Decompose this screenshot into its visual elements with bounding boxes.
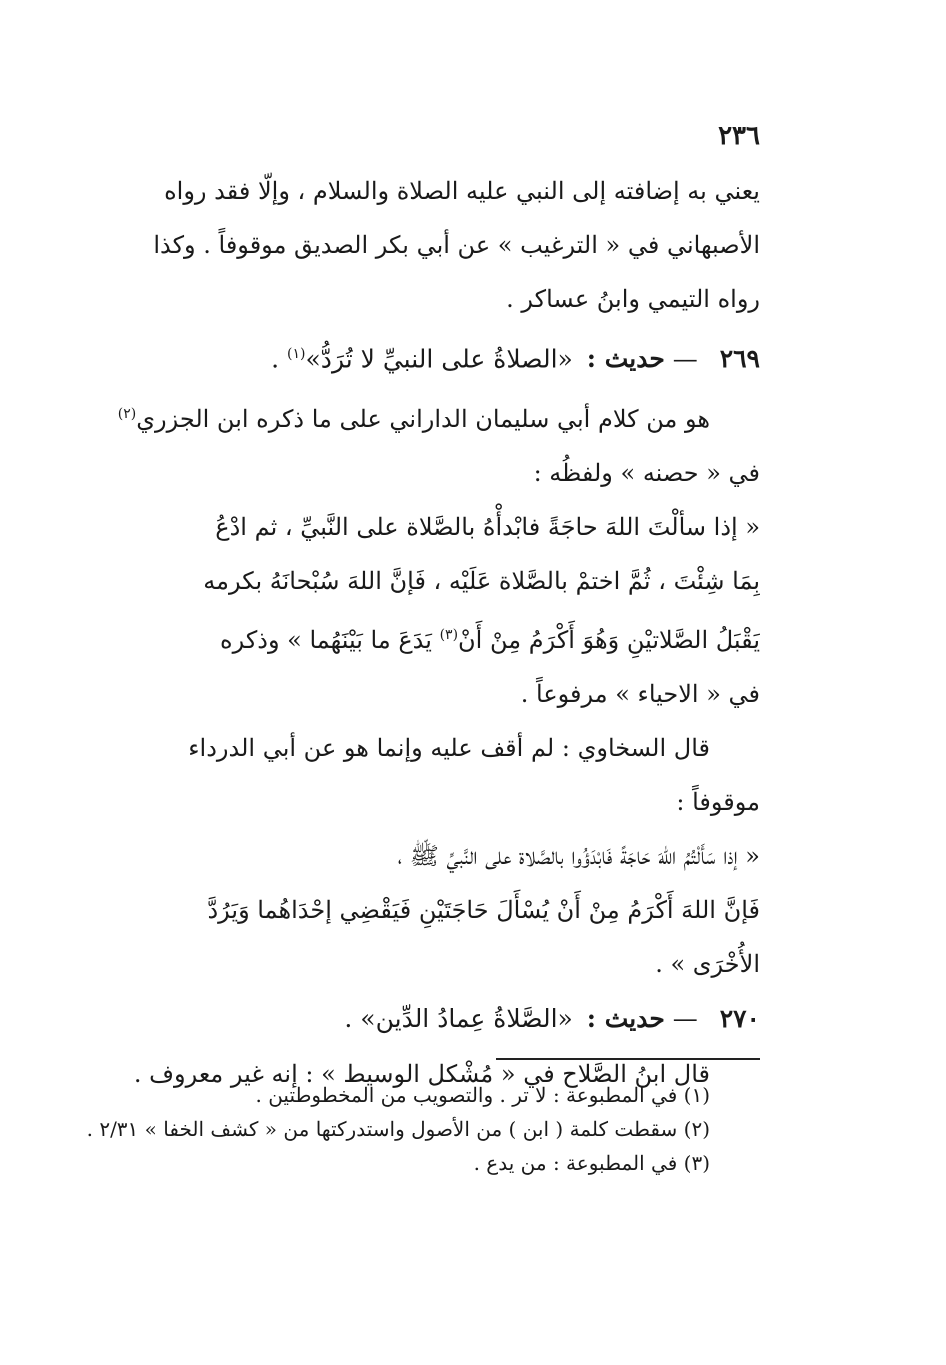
quote-line: « إذا سَأَلْتُمُ اللهَ حَاجَةً فَابْدَؤُوا بالصَّلاة على النَّبيِّ ﷺ ، [397, 842, 760, 871]
quote-line [70, 608, 760, 667]
footnote: (١) في المطبوعة : لا تر . والتصويب من المخطوطتين . [255, 1083, 710, 1107]
hadith-number: ٢٦٩ [719, 344, 760, 374]
footnote-ref: (٣) [439, 627, 459, 644]
hadith-keyword: حديث : [586, 344, 665, 374]
hadith-text: «الصَّلاةُ عِمادُ الدِّين» . [344, 1004, 573, 1034]
footnote: (٣) في المطبوعة : من يدع . [473, 1151, 710, 1175]
body-text: هو من كلام أبي سليمان الداراني على ما ذكره ابن الجزري [136, 405, 710, 434]
quote-line: بِمَا شِئْتَ ، ثُمَّ اختمْ بالصَّلاة عَلَيْه ، فَإنَّ اللهَ سُبْحانَهُ بكرمه [203, 567, 760, 596]
footnote-ref: (١) [287, 346, 306, 362]
quote-line: في « الاحياء » مرفوعاً . [520, 680, 760, 709]
dash: — [672, 1004, 698, 1034]
body-line: قال السخاوي : لم أقف عليه وإنما هو عن أبي الدرداء [188, 734, 710, 763]
body-line: رواه التيمي وابنُ عساكر . [506, 285, 760, 313]
hadith-269-heading [70, 326, 760, 387]
page-number: ٢٣٦ [718, 121, 760, 151]
hadith-270-heading [70, 991, 760, 1047]
body-line: في « حصنه » ولفظُه : [533, 459, 760, 488]
body-line [70, 387, 760, 446]
hadith-keyword: حديث : [586, 1004, 665, 1034]
hadith-number: ٢٧٠ [719, 1004, 760, 1034]
page-content [70, 118, 760, 1101]
quote-line: الأُخْرَى » . [655, 950, 760, 979]
body-line: يعني به إضافته إلى النبي عليه الصلاة والسلام ، وإلّا فقد رواه [164, 177, 760, 205]
dash: — [672, 344, 698, 374]
quote-line: « إذا سألْتَ اللهَ حاجَةً فابْدأْهُ بالصَّلاة على النَّبيِّ ، ثم ادْعُ [215, 513, 760, 542]
quote-text: يَدَعَ ما بَيْنَهُما » وذكره [220, 626, 432, 655]
body-line: قال ابنُ الصَّلاح في « مُشْكل الوسيط » : إنه غير معروف . [133, 1060, 710, 1089]
quote-text: يَقْبَلُ الصَّلاتيْنِ وَهُوَ أَكْرَمُ مِنْ أَنْ [458, 626, 760, 655]
body-line: موقوفاً : [676, 788, 760, 817]
footnote-separator [496, 1058, 760, 1060]
body-line: الأصبهاني في « الترغيب » عن أبي بكر الصديق موقوفاً . وكذا [153, 231, 760, 259]
footnote-ref: (٢) [117, 406, 137, 423]
footnotes [70, 1078, 710, 1180]
hadith-end: . [271, 344, 280, 374]
quote-line: فَإنَّ اللهَ أَكْرَمُ مِنْ أَنْ يُسْأَلَ حَاجَتَيْنِ فَيَقْضِي إحْدَاهُما وَيَرُدَّ [207, 896, 760, 925]
footnote: (٢) سقطت كلمة ( ابن ) من الأصول واستدركتها من « كشف الخفا » ٢/٣١ . [86, 1117, 710, 1141]
hadith-text: «الصلاةُ على النبيِّ لا تُرَدُّ» [305, 344, 573, 374]
